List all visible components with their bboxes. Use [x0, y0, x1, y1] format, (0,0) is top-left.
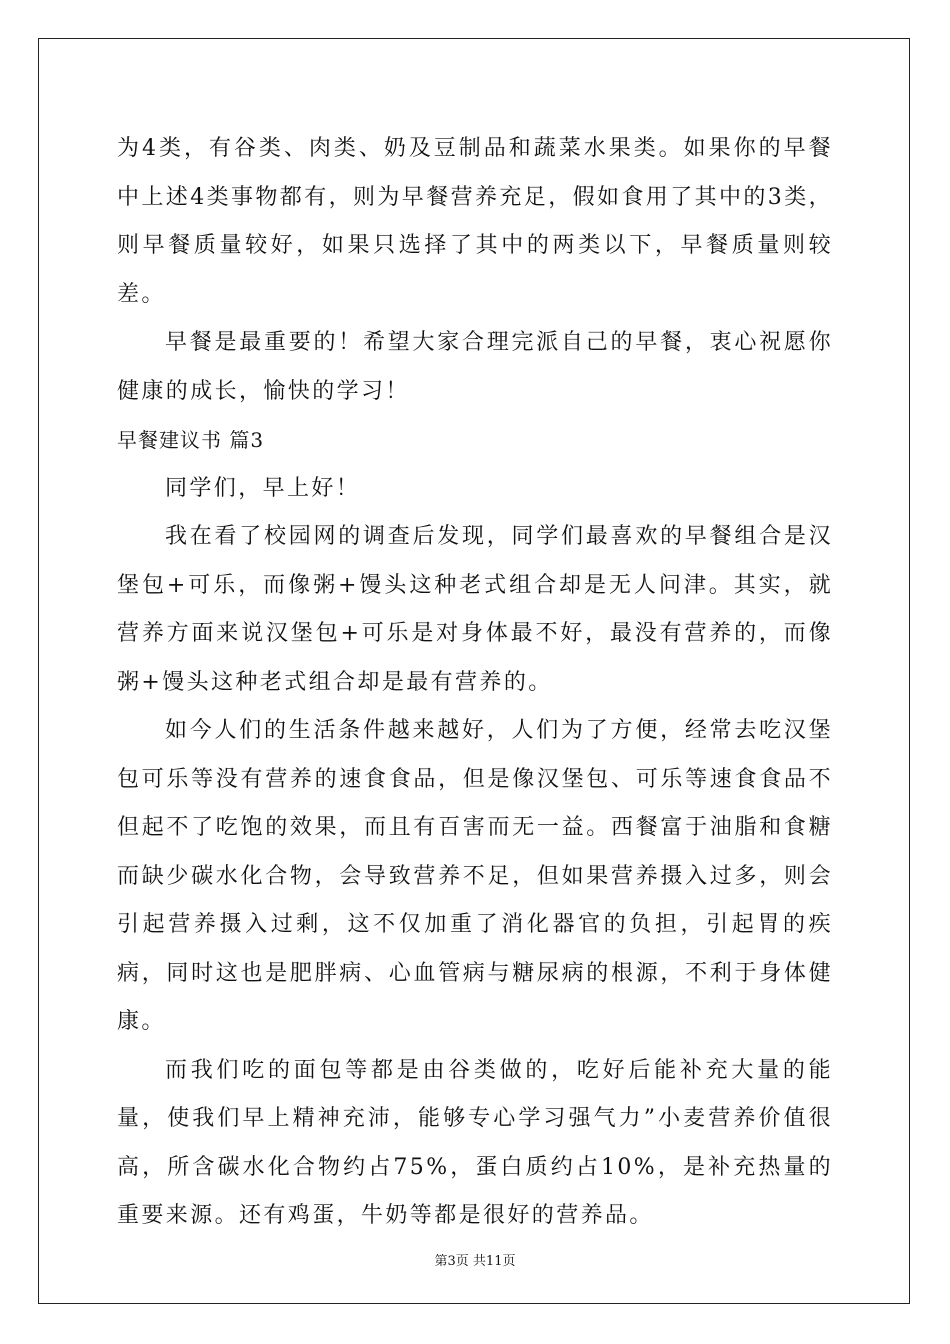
page-number-footer: 第3页 共11页 [434, 1254, 516, 1269]
section-heading: 早餐建议书 篇3 [117, 428, 265, 452]
document-body [117, 125, 833, 1241]
paragraph: 为4类，有谷类、肉类、奶及豆制品和蔬菜水果类。如果你的早餐中上述4类事物都有，则为早餐营养充足，假如食用了其中的3类，则早餐质量较好，如果只选择了其中的两类以下，早餐质量则较差。 [117, 136, 833, 307]
paragraph: 早餐是最重要的！希望大家合理完派自己的早餐，衷心祝愿你健康的成长，愉快的学习！ [117, 330, 833, 404]
paragraph: 而我们吃的面包等都是由谷类做的，吃好后能补充大量的能量，使我们早上精神充沛，能够专心学习强气力”小麦营养价值很高，所含碳水化合物约占75%，蛋白质约占10%，是补充热量的重要来源。还有鸡蛋，牛奶等都是很好的营养品。 [117, 1057, 833, 1228]
paragraph-greeting: 同学们，早上好！ [165, 475, 361, 501]
paragraph: 我在看了校园网的调查后发现，同学们最喜欢的早餐组合是汉堡包+可乐，而像粥+馒头这种老式组合却是无人问津。其实，就营养方面来说汉堡包+可乐是对身体最不好，最没有营养的，而像粥+馒头这种老式组合却是最有营养的。 [117, 524, 833, 695]
paragraph: 如今人们的生活条件越来越好，人们为了方便，经常去吃汉堡包可乐等没有营养的速食食品，但是像汉堡包、可乐等速食食品不但起不了吃饱的效果，而且有百害而无一益。西餐富于油脂和食糖而缺少碳水化合物，会导致营养不足，但如果营养摄入过多，则会引起营养摄入过剩，这不仅加重了消化器官的负担，引起胃的疾病，同时这也是肥胖病、心血管病与糖尿病的根源，不利于身体健康。 [117, 718, 833, 1034]
